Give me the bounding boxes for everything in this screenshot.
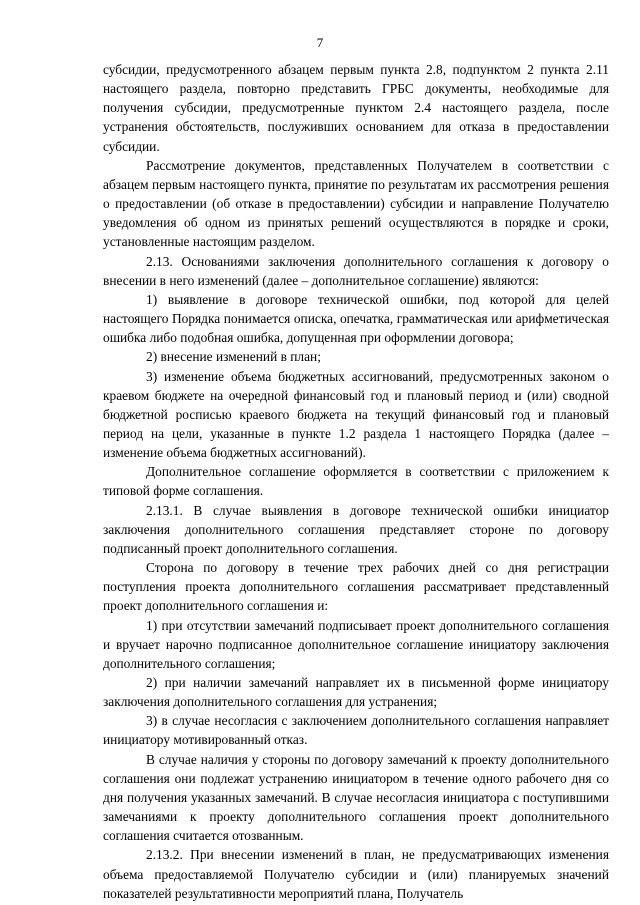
paragraph-subsidy-resubmission: субсидии, предусмотренного абзацем первым пункта 2.8, подпунктом 2 пункта 2.11 настоящего раздела, повторно представить ГРБС документы, необходимые для получения субсидии, предусмотренные пунктом 2.4 настоящего раздела, после устранения обстоятельств, послуживших основанием для отказа в предоставлении субсидии. xyxy=(103,62,609,154)
paragraph-2-13-2: 2.13.2. При внесении изменений в план, не предусматривающих изменения объема предоставляемой Получателю субсидии и (или) планируемых значений показателей результативности мероприятий плана, Получатель xyxy=(103,847,609,901)
list-item-plan-changes: 2) внесение изменений в план; xyxy=(146,349,321,365)
list-item-budget-change: 3) изменение объема бюджетных ассигнований, предусмотренных законом о краевом бюджете на очередной финансовый год и плановый период и (или) сводной бюджетной росписью краевого бюджета на текущий финансовый год и плановый период на цели, указанные в пункте 1.2 раздела 1 настоящего Порядка (далее – изменение объема бюджетных ассигнований). xyxy=(103,368,609,461)
list-item-technical-error: 1) выявление в договоре технической ошибки, под которой для целей настоящего Порядка понимается описка, опечатка, грамматическая или арифметическая ошибка либо подобная ошибка, допущенная при оформлении договора; xyxy=(103,291,609,346)
paragraph-agreement-form: Дополнительное соглашение оформляется в соответствии с приложением к типовой форме соглашения. xyxy=(103,464,609,499)
paragraph-2-13-1: 2.13.1. В случае выявления в договоре технической ошибки инициатор заключения дополнительного соглашения представляет стороне по договору подписанный проект дополнительного соглашения. xyxy=(103,502,609,556)
paragraph-2-13-grounds: 2.13. Основаниями заключения дополнительного соглашения к договору о внесении в него изменений (далее – дополнительное соглашение) являются: xyxy=(103,253,609,288)
paragraph-party-review: Сторона по договору в течение трех рабочих дней со дня регистрации поступления проекта дополнительного соглашения рассматривает представленный проект дополнительного соглашения и: xyxy=(103,560,609,614)
paragraph-remarks-handling: В случае наличия у стороны по договору замечаний к проекту дополнительного соглашения они подлежат устранению инициатором в течение одного рабочего дня со дня получения указанных замечаний. В случае несогласия инициатора с поступившими замечаниями к проекту дополнительного соглашения проект дополнительного соглашения считается отозванным. xyxy=(103,751,609,844)
list-item-with-remarks: 2) при наличии замечаний направляет их в письменной форме инициатору заключения дополнительного соглашения для устранения; xyxy=(103,675,609,710)
paragraph-document-review: Рассмотрение документов, представленных Получателем в соответствии с абзацем первым настоящего пункта, принятие по результатам их рассмотрения решения о предоставлении (об отказе в предоставлении) субсидии и направление Получателю уведомления об одном из принятых решений осуществляются в порядке и сроки, установленные настоящим разделом. xyxy=(103,157,609,250)
list-item-disagreement: 3) в случае несогласия с заключением дополнительного соглашения направляет инициатору мотивированный отказ. xyxy=(103,713,609,748)
page-number: 7 xyxy=(316,35,324,50)
document-body xyxy=(103,60,609,903)
list-item-no-remarks: 1) при отсутствии замечаний подписывает проект дополнительного соглашения и вручает нарочно подписанное дополнительное соглашение инициатору заключения дополнительного соглашения; xyxy=(103,617,609,671)
